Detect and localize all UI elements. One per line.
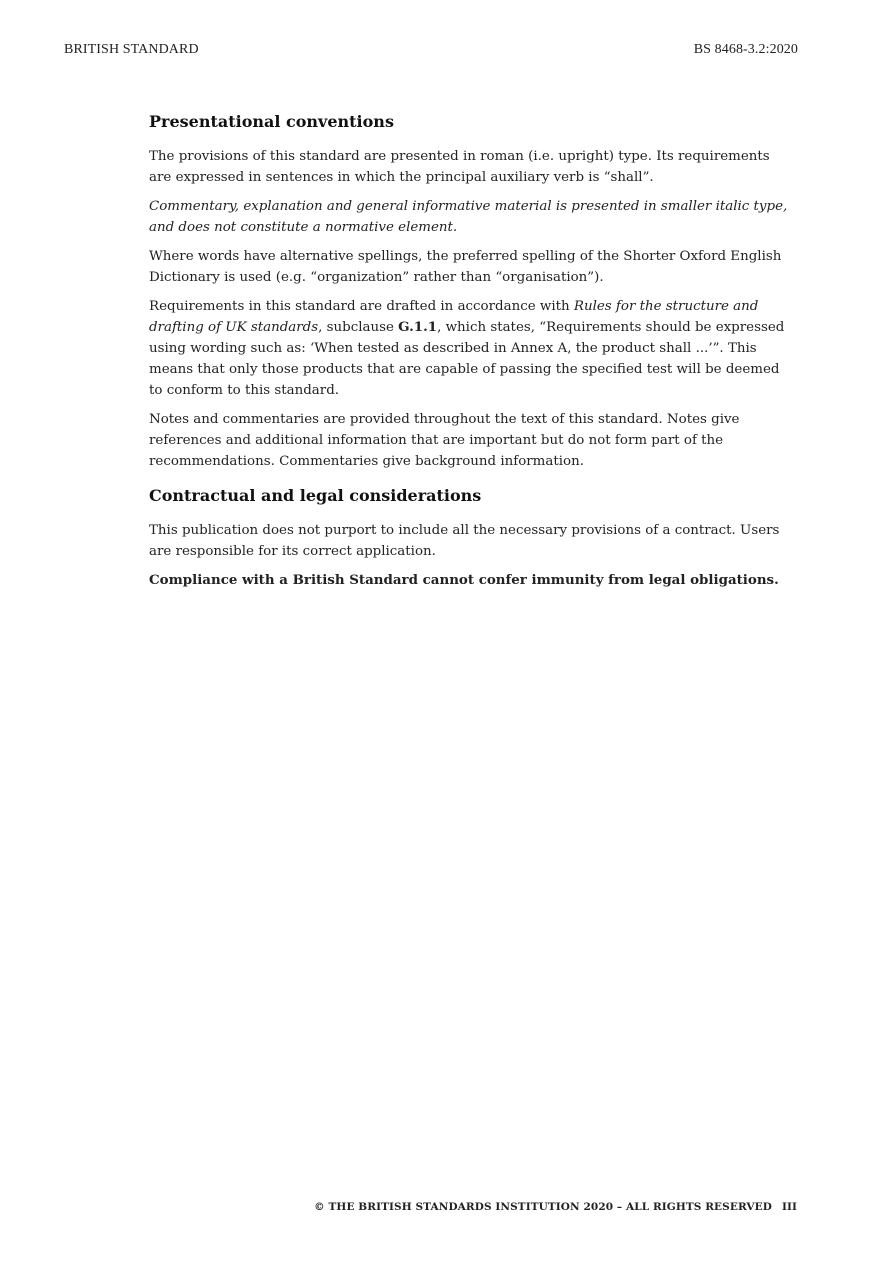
heading-presentational-conventions: Presentational conventions [149, 112, 394, 131]
paragraph-requirements [149, 296, 794, 401]
header-standard-label: BRITISH STANDARD [64, 42, 199, 57]
paragraph-contract: This publication does not purport to include all the necessary provisions of a contract. Users are responsible for its correct application. [149, 523, 780, 559]
requirements-subclause: G.1.1 [398, 319, 438, 335]
requirements-text-part2: , subclause [318, 320, 399, 335]
requirements-text-part1: Requirements in this standard are drafted in accordance with [149, 299, 574, 314]
footer-copyright: © THE BRITISH STANDARDS INSTITUTION 2020 – ALL RIGHTS RESERVED [314, 1201, 772, 1213]
footer-page-number: III [781, 1201, 797, 1213]
requirements-rules-title: Rules for the structure and drafting of UK standards [149, 299, 759, 335]
heading-contractual-legal: Contractual and legal considerations [149, 486, 482, 505]
requirements-text-part3: , which states, “Requirements should be expressed using wording such as: ‘When tested as described in Annex A, the product shall ...’”. This means that only those products that are capable of passing the specified test will be deemed to conform to this standard. [149, 320, 785, 398]
paragraph-provisions: The provisions of this standard are presented in roman (i.e. upright) type. Its requirements are expressed in sentences in which the principal auxiliary verb is “shall”. [149, 149, 770, 185]
paragraph-notes: Notes and commentaries are provided throughout the text of this standard. Notes give references and additional information that are important but do not form part of the recommendations. Commentaries give background information. [149, 412, 740, 469]
header-standard-number: BS 8468-3.2:2020 [693, 42, 798, 57]
page-footer [314, 1201, 797, 1213]
running-header [64, 42, 798, 58]
page-content [149, 110, 794, 599]
paragraph-spellings: Where words have alternative spellings, the preferred spelling of the Shorter Oxford English Dictionary is used (e.g. “organization” rather than “organisation”). [149, 249, 782, 285]
paragraph-compliance: Compliance with a British Standard cannot confer immunity from legal obligations. [149, 572, 779, 588]
paragraph-commentary: Commentary, explanation and general informative material is presented in smaller italic type, and does not constitute a normative element. [149, 199, 788, 235]
